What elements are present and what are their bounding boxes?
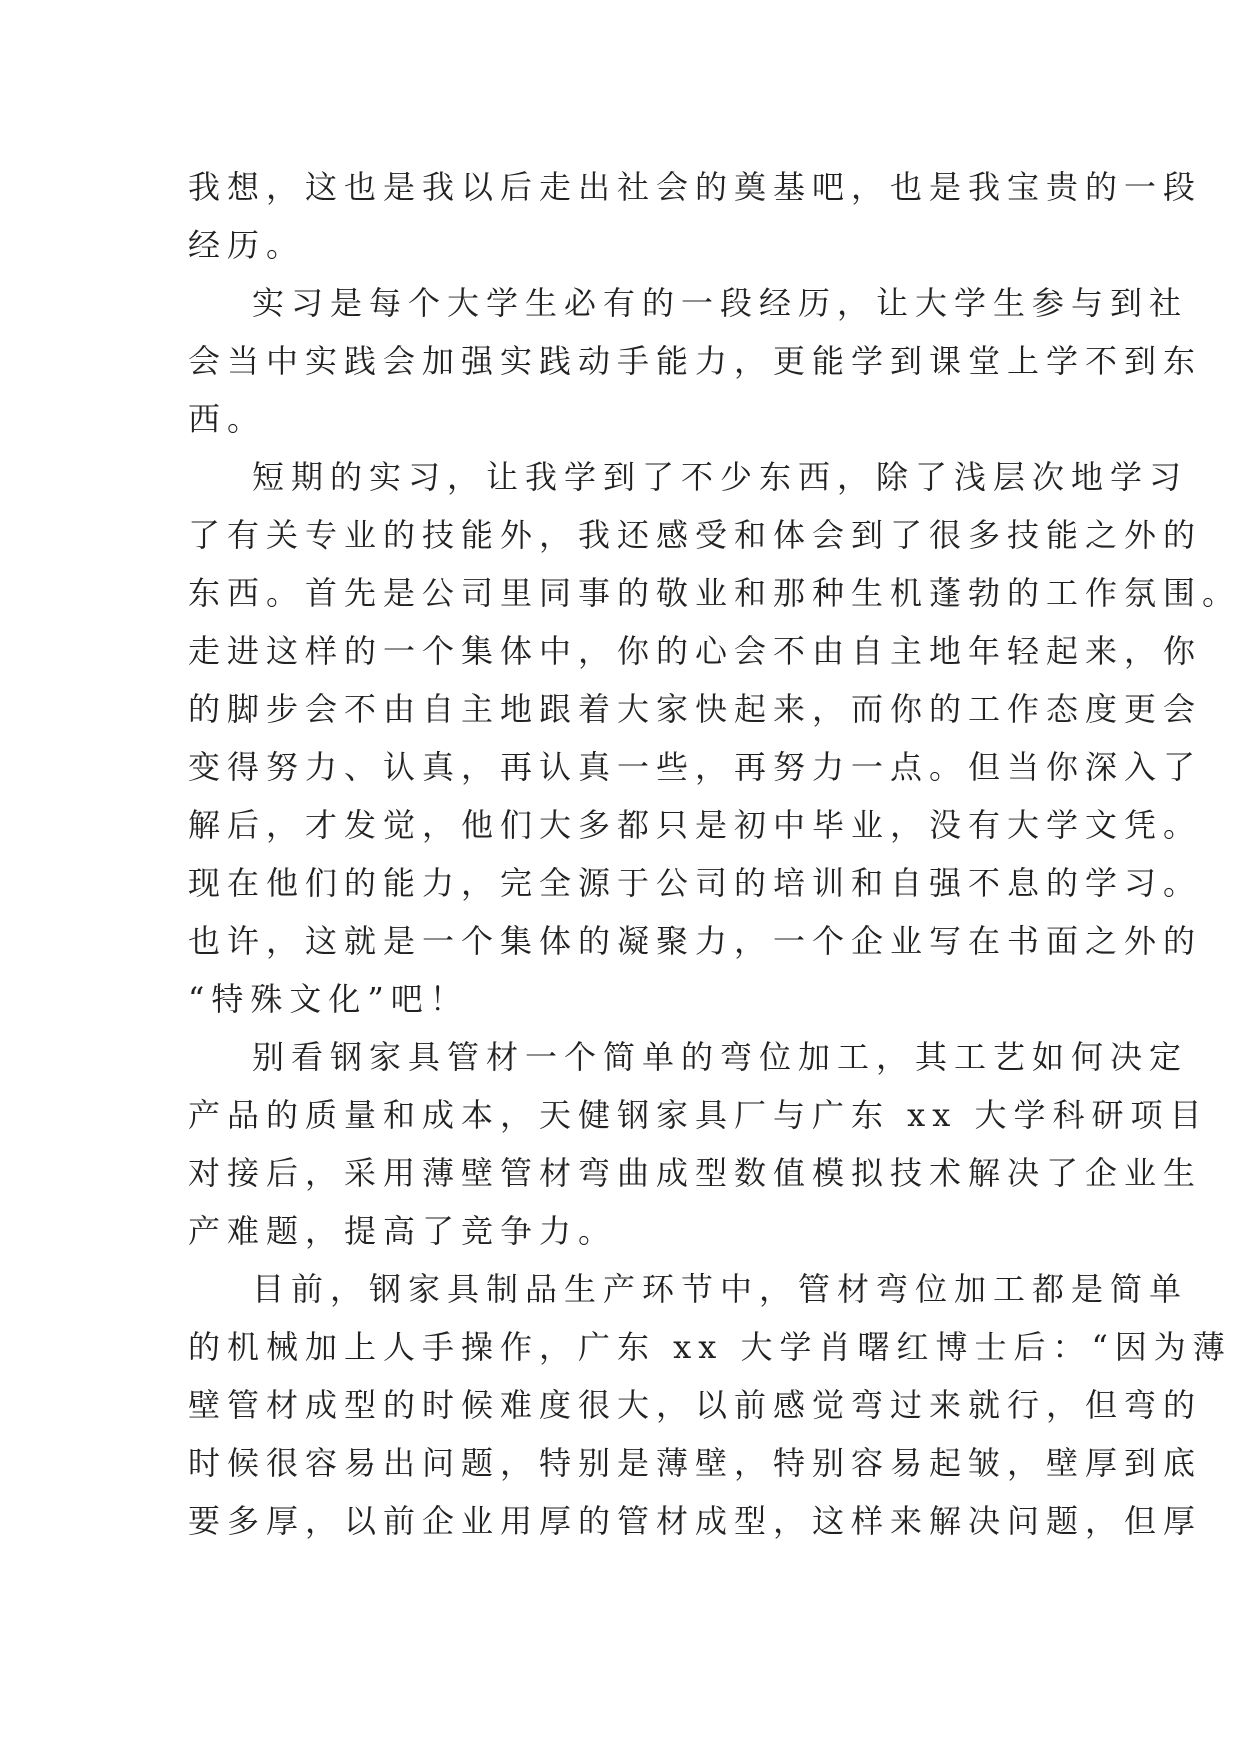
text-line: 现在他们的能力，完全源于公司的培训和自强不息的学习。 bbox=[188, 864, 1203, 902]
text-line: 会当中实践会加强实践动手能力，更能学到课堂上学不到东 bbox=[188, 342, 1203, 380]
text-line: 经历。 bbox=[188, 226, 306, 264]
paragraph-start-line: 短期的实习，让我学到了不少东西，除了浅层次地学习 bbox=[252, 458, 1189, 496]
text-line: 西。 bbox=[188, 400, 267, 438]
text-line: 产品的质量和成本，天健钢家具厂与广东 xx 大学科研项目 bbox=[188, 1096, 1209, 1134]
paragraph-start-line: 目前，钢家具制品生产环节中，管材弯位加工都是简单 bbox=[252, 1270, 1189, 1308]
text-line: 要多厚，以前企业用厚的管材成型，这样来解决问题，但厚 bbox=[188, 1502, 1203, 1540]
text-line: 走进这样的一个集体中，你的心会不由自主地年轻起来，你 bbox=[188, 632, 1203, 670]
text-line: 也许，这就是一个集体的凝聚力，一个企业写在书面之外的 bbox=[188, 922, 1203, 960]
body-text bbox=[188, 158, 1241, 1550]
paragraph-start-line: 别看钢家具管材一个简单的弯位加工，其工艺如何决定 bbox=[252, 1038, 1189, 1076]
text-line: 壁管材成型的时候难度很大，以前感觉弯过来就行，但弯的 bbox=[188, 1386, 1203, 1424]
paragraph-start-line: 实习是每个大学生必有的一段经历，让大学生参与到社 bbox=[252, 284, 1189, 322]
text-line: 对接后，采用薄壁管材弯曲成型数值模拟技术解决了企业生 bbox=[188, 1154, 1203, 1192]
text-line: 解后，才发觉，他们大多都只是初中毕业，没有大学文凭。 bbox=[188, 806, 1203, 844]
text-line: 我想，这也是我以后走出社会的奠基吧，也是我宝贵的一段 bbox=[188, 168, 1203, 206]
text-line: “特殊文化”吧！ bbox=[188, 980, 469, 1018]
text-line: 产难题，提高了竞争力。 bbox=[188, 1212, 618, 1250]
text-line: 变得努力、认真，再认真一些，再努力一点。但当你深入了 bbox=[188, 748, 1203, 786]
text-line: 的脚步会不由自主地跟着大家快起来，而你的工作态度更会 bbox=[188, 690, 1203, 728]
text-line: 了有关专业的技能外，我还感受和体会到了很多技能之外的 bbox=[188, 516, 1203, 554]
text-line: 的机械加上人手操作，广东 xx 大学肖曙红博士后：“因为薄 bbox=[188, 1328, 1232, 1366]
text-line: 东西。首先是公司里同事的敬业和那种生机蓬勃的工作氛围。 bbox=[188, 574, 1241, 612]
text-line: 时候很容易出问题，特别是薄壁，特别容易起皱，壁厚到底 bbox=[188, 1444, 1203, 1482]
